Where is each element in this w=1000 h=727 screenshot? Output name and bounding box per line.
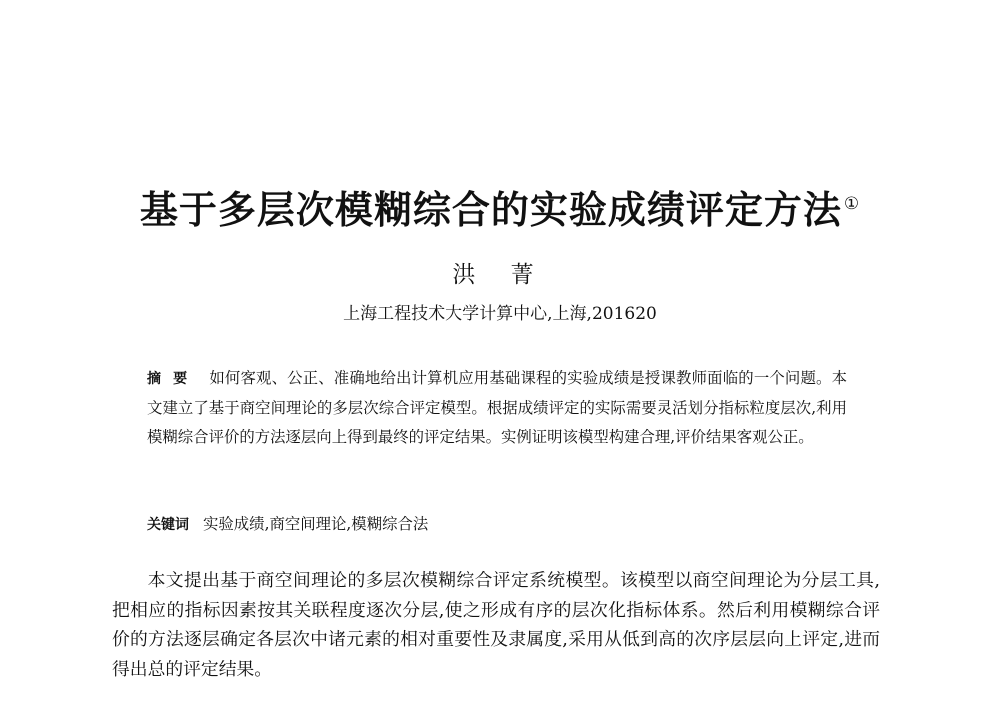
title-text: 基于多层次模糊综合的实验成绩评定方法	[139, 188, 842, 232]
author-name: 洪 菁	[452, 262, 548, 288]
keywords-label: 关键词	[147, 517, 189, 533]
body-paragraph: 本文提出基于商空间理论的多层次模糊综合评定系统模型。该模型以商空间理论为分层工具,把相应的指标因素按其关联程度逐次分层,使之形成有序的层次化指标体系。然后利用模糊综合评价的方法逐层确定各层次中诸元素的相对重要性及隶属度,采用从低到高的次序层层向上评定,进而得出总的评定结果。	[112, 570, 880, 680]
abstract-text: 如何客观、公正、准确地给出计算机应用基础课程的实验成绩是授课教师面临的一个问题。本文建立了基于商空间理论的多层次综合评定模型。根据成绩评定的实际需要灵活划分指标粒度层次,利用模糊综合评价的方法逐层向上得到最终的评定结果。实例证明该模型构建合理,评价结果客观公正。	[147, 369, 847, 446]
keywords-text: 实验成绩,商空间理论,模糊综合法	[203, 515, 429, 533]
abstract-label: 摘要	[147, 371, 200, 387]
abstract-section	[147, 364, 847, 452]
author-affiliation: 上海工程技术大学计算中心,上海,201620	[343, 304, 657, 324]
paper-title	[0, 186, 1000, 234]
title-footnote-mark: ①	[843, 194, 861, 214]
keywords-section	[147, 510, 847, 539]
